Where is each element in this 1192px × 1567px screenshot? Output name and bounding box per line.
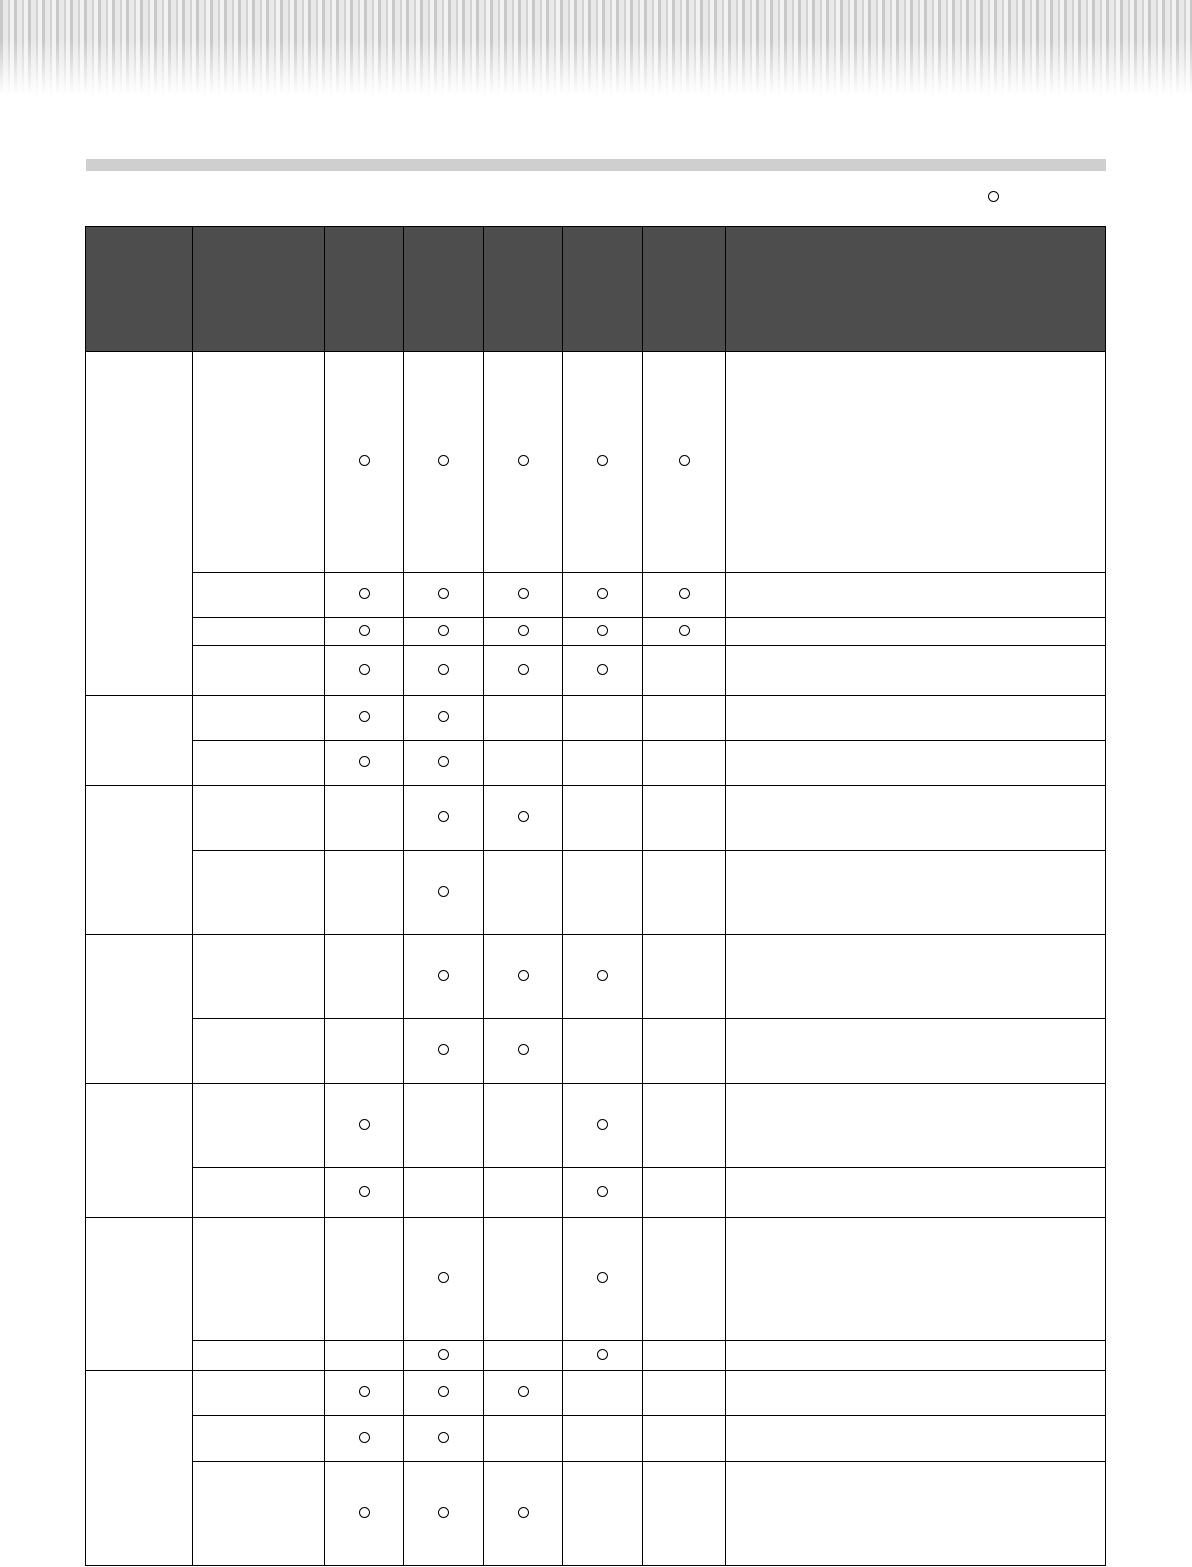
header-cell bbox=[484, 227, 563, 352]
item-cell bbox=[193, 1341, 325, 1371]
circle-mark-icon bbox=[597, 455, 608, 466]
description-cell bbox=[726, 618, 1106, 646]
circle-mark-icon bbox=[597, 664, 608, 675]
model-cell bbox=[563, 1019, 643, 1084]
model-cell bbox=[404, 1084, 484, 1168]
table-row bbox=[86, 1462, 1106, 1566]
item-cell bbox=[193, 352, 325, 573]
model-cell bbox=[404, 1218, 484, 1341]
model-cell bbox=[484, 696, 563, 741]
circle-mark-icon bbox=[438, 711, 449, 722]
description-cell bbox=[726, 1371, 1106, 1416]
item-cell bbox=[193, 786, 325, 851]
model-cell bbox=[325, 1341, 404, 1371]
model-cell bbox=[643, 618, 726, 646]
model-cell bbox=[484, 618, 563, 646]
model-cell bbox=[643, 646, 726, 696]
description-cell bbox=[726, 352, 1106, 573]
description-cell bbox=[726, 1416, 1106, 1462]
table-row bbox=[86, 1019, 1106, 1084]
circle-mark-icon bbox=[438, 455, 449, 466]
circle-mark-icon bbox=[438, 1349, 449, 1360]
circle-mark-icon bbox=[679, 455, 690, 466]
group-cell bbox=[86, 786, 193, 935]
table-row bbox=[86, 1416, 1106, 1462]
model-cell bbox=[404, 1462, 484, 1566]
description-cell bbox=[726, 1168, 1106, 1218]
model-cell bbox=[563, 786, 643, 851]
header-cell bbox=[325, 227, 404, 352]
header-cell bbox=[563, 227, 643, 352]
model-cell bbox=[484, 1084, 563, 1168]
model-cell bbox=[404, 935, 484, 1019]
model-cell bbox=[325, 1168, 404, 1218]
model-cell bbox=[484, 935, 563, 1019]
model-cell bbox=[643, 1371, 726, 1416]
circle-mark-icon bbox=[679, 588, 690, 599]
circle-mark-icon bbox=[518, 664, 529, 675]
model-cell bbox=[325, 1218, 404, 1341]
circle-mark-icon bbox=[597, 625, 608, 636]
header-cell bbox=[643, 227, 726, 352]
model-cell bbox=[484, 851, 563, 935]
group-cell bbox=[86, 1218, 193, 1371]
circle-mark-icon bbox=[359, 625, 370, 636]
table-row bbox=[86, 352, 1106, 573]
model-cell bbox=[404, 573, 484, 618]
group-cell bbox=[86, 1084, 193, 1218]
model-cell bbox=[484, 1416, 563, 1462]
model-cell bbox=[484, 786, 563, 851]
circle-mark-icon bbox=[518, 588, 529, 599]
model-cell bbox=[325, 741, 404, 786]
circle-mark-icon bbox=[438, 664, 449, 675]
circle-mark-icon bbox=[359, 1186, 370, 1197]
model-cell bbox=[404, 1416, 484, 1462]
table-row bbox=[86, 1341, 1106, 1371]
circle-mark-icon bbox=[359, 588, 370, 599]
model-cell bbox=[643, 352, 726, 573]
table-row bbox=[86, 573, 1106, 618]
circle-mark-icon bbox=[518, 1044, 529, 1055]
model-cell bbox=[563, 1416, 643, 1462]
circle-mark-icon bbox=[359, 455, 370, 466]
model-cell bbox=[404, 786, 484, 851]
model-cell bbox=[563, 573, 643, 618]
circle-mark-icon bbox=[518, 625, 529, 636]
description-cell bbox=[726, 1084, 1106, 1168]
model-cell bbox=[484, 646, 563, 696]
circle-mark-icon bbox=[438, 970, 449, 981]
table-row bbox=[86, 935, 1106, 1019]
model-cell bbox=[404, 851, 484, 935]
model-cell bbox=[643, 1218, 726, 1341]
item-cell bbox=[193, 1218, 325, 1341]
model-cell bbox=[563, 1462, 643, 1566]
model-cell bbox=[484, 352, 563, 573]
circle-mark-icon bbox=[438, 1507, 449, 1518]
model-cell bbox=[563, 851, 643, 935]
group-cell bbox=[86, 935, 193, 1084]
model-cell bbox=[563, 935, 643, 1019]
model-cell bbox=[643, 1084, 726, 1168]
circle-mark-icon bbox=[438, 625, 449, 636]
model-cell bbox=[404, 646, 484, 696]
table-row bbox=[86, 618, 1106, 646]
item-cell bbox=[193, 741, 325, 786]
model-cell bbox=[563, 618, 643, 646]
circle-mark-icon bbox=[359, 711, 370, 722]
description-cell bbox=[726, 851, 1106, 935]
description-cell bbox=[726, 786, 1106, 851]
description-cell bbox=[726, 1341, 1106, 1371]
model-cell bbox=[484, 1019, 563, 1084]
table-row bbox=[86, 1168, 1106, 1218]
model-cell bbox=[325, 1084, 404, 1168]
model-cell bbox=[484, 1462, 563, 1566]
legend-circle-icon bbox=[988, 191, 999, 202]
model-cell bbox=[404, 1019, 484, 1084]
table-row bbox=[86, 1371, 1106, 1416]
model-cell bbox=[484, 1168, 563, 1218]
circle-mark-icon bbox=[597, 970, 608, 981]
item-cell bbox=[193, 646, 325, 696]
model-cell bbox=[643, 1168, 726, 1218]
circle-mark-icon bbox=[438, 1386, 449, 1397]
model-cell bbox=[643, 1416, 726, 1462]
model-cell bbox=[484, 741, 563, 786]
model-cell bbox=[404, 741, 484, 786]
header-cell bbox=[726, 227, 1106, 352]
circle-mark-icon bbox=[518, 455, 529, 466]
model-cell bbox=[563, 1218, 643, 1341]
item-cell bbox=[193, 1019, 325, 1084]
group-cell bbox=[86, 1371, 193, 1566]
table-row bbox=[86, 741, 1106, 786]
model-cell bbox=[404, 1341, 484, 1371]
model-cell bbox=[325, 696, 404, 741]
circle-mark-icon bbox=[359, 1119, 370, 1130]
description-cell bbox=[726, 1218, 1106, 1341]
model-cell bbox=[643, 573, 726, 618]
description-cell bbox=[726, 741, 1106, 786]
circle-mark-icon bbox=[359, 756, 370, 767]
header-banner bbox=[0, 0, 1192, 95]
circle-mark-icon bbox=[679, 625, 690, 636]
compatibility-table bbox=[85, 226, 1106, 1566]
circle-mark-icon bbox=[359, 1386, 370, 1397]
model-cell bbox=[325, 1019, 404, 1084]
model-cell bbox=[643, 1019, 726, 1084]
model-cell bbox=[404, 352, 484, 573]
circle-mark-icon bbox=[597, 588, 608, 599]
item-cell bbox=[193, 573, 325, 618]
header-cell bbox=[193, 227, 325, 352]
model-cell bbox=[484, 1371, 563, 1416]
circle-mark-icon bbox=[597, 1119, 608, 1130]
table-row bbox=[86, 786, 1106, 851]
model-cell bbox=[325, 646, 404, 696]
model-cell bbox=[563, 1341, 643, 1371]
circle-mark-icon bbox=[438, 1044, 449, 1055]
item-cell bbox=[193, 1462, 325, 1566]
description-cell bbox=[726, 935, 1106, 1019]
model-cell bbox=[325, 573, 404, 618]
model-cell bbox=[325, 786, 404, 851]
circle-mark-icon bbox=[518, 1386, 529, 1397]
circle-mark-icon bbox=[359, 1507, 370, 1518]
circle-mark-icon bbox=[359, 1432, 370, 1443]
model-cell bbox=[404, 618, 484, 646]
group-cell bbox=[86, 696, 193, 786]
circle-mark-icon bbox=[438, 811, 449, 822]
model-cell bbox=[563, 1371, 643, 1416]
model-cell bbox=[325, 851, 404, 935]
item-cell bbox=[193, 1168, 325, 1218]
model-cell bbox=[563, 1168, 643, 1218]
model-cell bbox=[325, 1462, 404, 1566]
circle-mark-icon bbox=[597, 1272, 608, 1283]
model-cell bbox=[643, 696, 726, 741]
description-cell bbox=[726, 1462, 1106, 1566]
model-cell bbox=[563, 352, 643, 573]
circle-mark-icon bbox=[518, 1507, 529, 1518]
description-cell bbox=[726, 1019, 1106, 1084]
item-cell bbox=[193, 935, 325, 1019]
circle-mark-icon bbox=[438, 886, 449, 897]
model-cell bbox=[325, 618, 404, 646]
circle-mark-icon bbox=[518, 811, 529, 822]
model-cell bbox=[643, 851, 726, 935]
item-cell bbox=[193, 1416, 325, 1462]
group-cell bbox=[86, 352, 193, 696]
description-cell bbox=[726, 646, 1106, 696]
model-cell bbox=[643, 786, 726, 851]
model-cell bbox=[643, 1462, 726, 1566]
item-cell bbox=[193, 1084, 325, 1168]
section-rule bbox=[86, 159, 1106, 171]
model-cell bbox=[404, 1371, 484, 1416]
item-cell bbox=[193, 1371, 325, 1416]
header-cell bbox=[86, 227, 193, 352]
table-row bbox=[86, 696, 1106, 741]
model-cell bbox=[325, 352, 404, 573]
circle-mark-icon bbox=[597, 1186, 608, 1197]
model-cell bbox=[484, 1341, 563, 1371]
model-cell bbox=[563, 696, 643, 741]
model-cell bbox=[325, 1371, 404, 1416]
table-row bbox=[86, 1218, 1106, 1341]
circle-mark-icon bbox=[438, 1432, 449, 1443]
model-cell bbox=[404, 1168, 484, 1218]
model-cell bbox=[563, 741, 643, 786]
circle-mark-icon bbox=[438, 588, 449, 599]
model-cell bbox=[404, 696, 484, 741]
model-cell bbox=[325, 1416, 404, 1462]
table-body bbox=[86, 352, 1106, 1566]
circle-mark-icon bbox=[438, 756, 449, 767]
circle-mark-icon bbox=[438, 1272, 449, 1283]
model-cell bbox=[643, 741, 726, 786]
model-cell bbox=[643, 935, 726, 1019]
table-row bbox=[86, 851, 1106, 935]
table-row bbox=[86, 1084, 1106, 1168]
model-cell bbox=[484, 573, 563, 618]
description-cell bbox=[726, 573, 1106, 618]
model-cell bbox=[643, 1341, 726, 1371]
item-cell bbox=[193, 618, 325, 646]
description-cell bbox=[726, 696, 1106, 741]
header-cell bbox=[404, 227, 484, 352]
item-cell bbox=[193, 696, 325, 741]
circle-mark-icon bbox=[597, 1349, 608, 1360]
model-cell bbox=[563, 1084, 643, 1168]
circle-mark-icon bbox=[359, 664, 370, 675]
header-row bbox=[86, 227, 1106, 352]
item-cell bbox=[193, 851, 325, 935]
circle-mark-icon bbox=[518, 970, 529, 981]
model-cell bbox=[484, 1218, 563, 1341]
model-cell bbox=[325, 935, 404, 1019]
table-row bbox=[86, 646, 1106, 696]
model-cell bbox=[563, 646, 643, 696]
